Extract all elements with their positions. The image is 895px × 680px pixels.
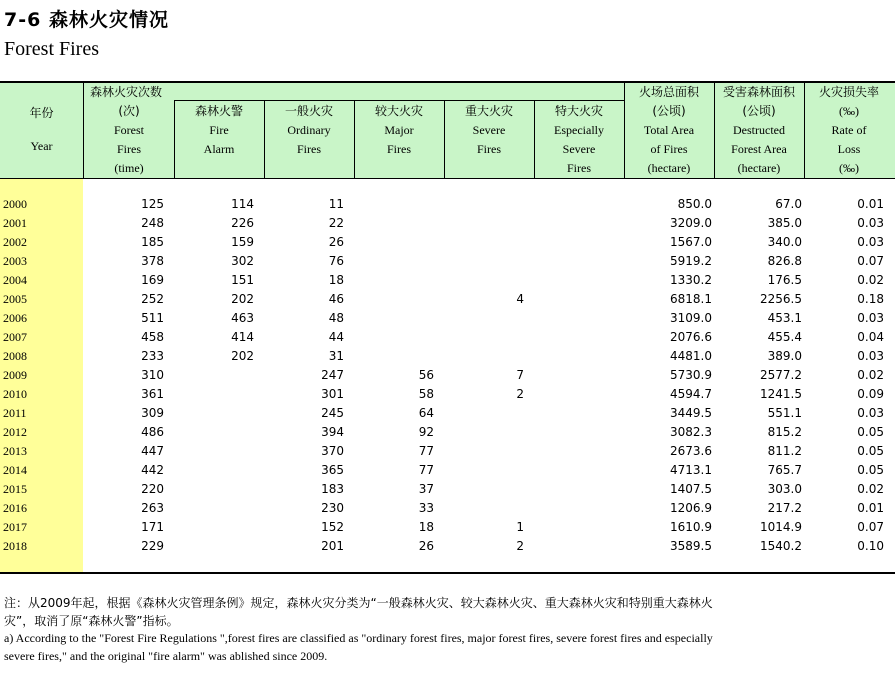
- cell-year: 2017: [3, 520, 27, 534]
- header-bottom-rule: [0, 178, 895, 179]
- cell-destructed-area: 67.0: [775, 197, 802, 211]
- cell-fire-alarm: 151: [231, 273, 254, 287]
- cell-total-area: 4713.1: [670, 463, 712, 477]
- cell-destructed-area: 340.0: [767, 235, 802, 249]
- cell-year: 2008: [3, 349, 27, 363]
- cell-total-area: 1567.0: [670, 235, 712, 249]
- cell-ordinary: 26: [328, 235, 344, 249]
- cell-major: 77: [418, 463, 434, 477]
- cell-total-area: 1610.9: [670, 520, 712, 534]
- header-group-fires: 森林火灾次数: [90, 85, 163, 99]
- cell-fires: 263: [141, 501, 164, 515]
- cell-fires: 248: [141, 216, 164, 230]
- cell-loss-rate: 0.03: [857, 349, 884, 363]
- cell-year: 2001: [3, 216, 27, 230]
- cell-fires: 309: [141, 406, 164, 420]
- cell-ordinary: 365: [321, 463, 344, 477]
- header-destructed-area: 受害森林面积 (公顷) Destructed Forest Area (hectare): [722, 85, 795, 175]
- cell-destructed-area: 455.4: [767, 330, 802, 344]
- cell-destructed-area: 1540.2: [760, 539, 802, 553]
- cell-year: 2015: [3, 482, 27, 496]
- cell-destructed-area: 826.8: [767, 254, 802, 268]
- cell-destructed-area: 389.0: [767, 349, 802, 363]
- cell-major: 92: [418, 425, 434, 439]
- cell-year: 2002: [3, 235, 27, 249]
- table-row: [0, 328, 895, 347]
- cell-loss-rate: 0.02: [857, 368, 884, 382]
- cell-loss-rate: 0.05: [857, 444, 884, 458]
- cell-total-area: 4481.0: [670, 349, 712, 363]
- table-row: [0, 423, 895, 442]
- table-row: [0, 233, 895, 252]
- cell-total-area: 3589.5: [670, 539, 712, 553]
- cell-total-area: 1206.9: [670, 501, 712, 515]
- cell-year: 2010: [3, 387, 27, 401]
- table-bottom-rule: [0, 572, 895, 574]
- cell-loss-rate: 0.05: [857, 425, 884, 439]
- cell-year: 2006: [3, 311, 27, 325]
- table-row: [0, 347, 895, 366]
- cell-destructed-area: 551.1: [767, 406, 802, 420]
- cell-fires: 378: [141, 254, 164, 268]
- cell-fires: 252: [141, 292, 164, 306]
- cell-ordinary: 18: [328, 273, 344, 287]
- cell-fires: 220: [141, 482, 164, 496]
- cell-year: 2009: [3, 368, 27, 382]
- cell-loss-rate: 0.02: [857, 273, 884, 287]
- cell-year: 2005: [3, 292, 27, 306]
- cell-year: 2012: [3, 425, 27, 439]
- cell-loss-rate: 0.03: [857, 406, 884, 420]
- cell-ordinary: 183: [321, 482, 344, 496]
- cell-destructed-area: 176.5: [767, 273, 802, 287]
- header-year: 年份 Year: [29, 106, 54, 153]
- cell-fires: 310: [141, 368, 164, 382]
- cell-fires: 171: [141, 520, 164, 534]
- table-row: [0, 442, 895, 461]
- note-en-line2: severe fires," and the original "fire alarm" was ablished since 2009.: [4, 649, 328, 663]
- cell-destructed-area: 811.2: [767, 444, 802, 458]
- table-row: [0, 290, 895, 309]
- header-major-fires: 较大火灾 Major Fires: [374, 104, 423, 156]
- cell-destructed-area: 815.2: [767, 425, 802, 439]
- cell-fires: 185: [141, 235, 164, 249]
- note-cn-line1: 注：从2009年起，根据《森林火灾管理条例》规定，森林火灾分类为“一般森林火灾、较大森林火灾、重大森林火灾和特别重大森林火: [4, 596, 713, 610]
- header-ordinary-fires: 一般火灾 Ordinary Fires: [284, 104, 333, 156]
- table-row: [0, 309, 895, 328]
- cell-loss-rate: 0.05: [857, 463, 884, 477]
- group-underline: [174, 100, 624, 101]
- cell-year: 2014: [3, 463, 27, 477]
- cell-loss-rate: 0.02: [857, 482, 884, 496]
- cell-year: 2013: [3, 444, 27, 458]
- cell-major: 26: [418, 539, 434, 553]
- page-title-cn: 7-6 森林火灾情况: [4, 9, 169, 31]
- cell-fires: 458: [141, 330, 164, 344]
- cell-loss-rate: 0.03: [857, 311, 884, 325]
- cell-destructed-area: 453.1: [767, 311, 802, 325]
- cell-total-area: 3209.0: [670, 216, 712, 230]
- cell-fire-alarm: 463: [231, 311, 254, 325]
- cell-fires: 486: [141, 425, 164, 439]
- cell-fires: 442: [141, 463, 164, 477]
- table-row: [0, 271, 895, 290]
- cell-total-area: 5919.2: [670, 254, 712, 268]
- cell-fires: 169: [141, 273, 164, 287]
- cell-destructed-area: 303.0: [767, 482, 802, 496]
- cell-year: 2004: [3, 273, 27, 287]
- cell-severe: 4: [516, 292, 524, 306]
- cell-total-area: 2673.6: [670, 444, 712, 458]
- cell-fire-alarm: 302: [231, 254, 254, 268]
- cell-fires: 511: [141, 311, 164, 325]
- cell-year: 2011: [3, 406, 27, 420]
- table-row: [0, 518, 895, 537]
- header-especially-severe-fires: 特大火灾 Especially Severe Fires: [554, 104, 604, 175]
- cell-loss-rate: 0.10: [857, 539, 884, 553]
- header-fire-alarm: 森林火警 Fire Alarm: [194, 104, 243, 156]
- cell-fire-alarm: 202: [231, 349, 254, 363]
- cell-loss-rate: 0.07: [857, 520, 884, 534]
- table-row: [0, 252, 895, 271]
- cell-severe: 1: [516, 520, 524, 534]
- cell-destructed-area: 2577.2: [760, 368, 802, 382]
- cell-fires: 447: [141, 444, 164, 458]
- cell-fire-alarm: 159: [231, 235, 254, 249]
- table-row: [0, 480, 895, 499]
- cell-destructed-area: 765.7: [767, 463, 802, 477]
- cell-ordinary: 11: [328, 197, 344, 211]
- cell-total-area: 1330.2: [670, 273, 712, 287]
- cell-destructed-area: 1241.5: [760, 387, 802, 401]
- cell-ordinary: 22: [328, 216, 344, 230]
- table-row: [0, 461, 895, 480]
- cell-fires: 229: [141, 539, 164, 553]
- cell-fire-alarm: 202: [231, 292, 254, 306]
- cell-destructed-area: 385.0: [767, 216, 802, 230]
- cell-fire-alarm: 414: [231, 330, 254, 344]
- cell-loss-rate: 0.01: [857, 501, 884, 515]
- cell-ordinary: 370: [321, 444, 344, 458]
- cell-ordinary: 76: [328, 254, 344, 268]
- cell-year: 2018: [3, 539, 27, 553]
- cell-total-area: 3449.5: [670, 406, 712, 420]
- cell-loss-rate: 0.03: [857, 235, 884, 249]
- cell-ordinary: 48: [328, 311, 344, 325]
- cell-total-area: 3082.3: [670, 425, 712, 439]
- cell-total-area: 1407.5: [670, 482, 712, 496]
- table-row: [0, 385, 895, 404]
- cell-total-area: 850.0: [677, 197, 712, 211]
- cell-major: 56: [418, 368, 434, 382]
- cell-major: 58: [418, 387, 434, 401]
- cell-fire-alarm: 226: [231, 216, 254, 230]
- cell-loss-rate: 0.18: [857, 292, 884, 306]
- cell-year: 2003: [3, 254, 27, 268]
- cell-major: 37: [418, 482, 434, 496]
- cell-destructed-area: 217.2: [767, 501, 802, 515]
- table-row: [0, 499, 895, 518]
- cell-ordinary: 201: [321, 539, 344, 553]
- cell-fires: 233: [141, 349, 164, 363]
- cell-loss-rate: 0.01: [857, 197, 884, 211]
- cell-total-area: 6818.1: [670, 292, 712, 306]
- cell-ordinary: 247: [321, 368, 344, 382]
- cell-loss-rate: 0.03: [857, 216, 884, 230]
- table-row: [0, 404, 895, 423]
- cell-fires: 361: [141, 387, 164, 401]
- cell-severe: 7: [516, 368, 524, 382]
- table-row: [0, 195, 895, 214]
- cell-ordinary: 31: [328, 349, 344, 363]
- cell-ordinary: 301: [321, 387, 344, 401]
- cell-total-area: 2076.6: [670, 330, 712, 344]
- header-forest-fires: (次) Forest Fires (time): [114, 104, 144, 175]
- note-cn-line2: 灾”，取消了原“森林火警”指标。: [4, 614, 179, 628]
- cell-total-area: 3109.0: [670, 311, 712, 325]
- cell-year: 2000: [3, 197, 27, 211]
- cell-ordinary: 46: [328, 292, 344, 306]
- cell-loss-rate: 0.07: [857, 254, 884, 268]
- cell-major: 18: [418, 520, 434, 534]
- page-title-en: Forest Fires: [4, 38, 99, 60]
- cell-ordinary: 245: [321, 406, 344, 420]
- cell-year: 2007: [3, 330, 27, 344]
- cell-ordinary: 44: [328, 330, 344, 344]
- cell-destructed-area: 2256.5: [760, 292, 802, 306]
- cell-fire-alarm: 114: [231, 197, 254, 211]
- header-loss-rate: 火灾损失率 (‰) Rate of Loss (‰): [818, 85, 879, 175]
- table-row: [0, 537, 895, 556]
- cell-destructed-area: 1014.9: [760, 520, 802, 534]
- table-row: [0, 366, 895, 385]
- cell-severe: 2: [516, 387, 524, 401]
- note-en-line1: a) According to the "Forest Fire Regulations ",forest fires are classified as "ordinary forest fires, major forest fires, severe forest fires and especially: [4, 631, 713, 645]
- cell-loss-rate: 0.04: [857, 330, 884, 344]
- cell-major: 33: [418, 501, 434, 515]
- cell-severe: 2: [516, 539, 524, 553]
- cell-loss-rate: 0.09: [857, 387, 884, 401]
- cell-fires: 125: [141, 197, 164, 211]
- header-total-area: 火场总面积 (公顷) Total Area of Fires (hectare): [638, 85, 699, 175]
- cell-ordinary: 230: [321, 501, 344, 515]
- cell-ordinary: 394: [321, 425, 344, 439]
- table-row: [0, 214, 895, 233]
- cell-ordinary: 152: [321, 520, 344, 534]
- cell-total-area: 5730.9: [670, 368, 712, 382]
- cell-major: 64: [418, 406, 434, 420]
- cell-major: 77: [418, 444, 434, 458]
- cell-total-area: 4594.7: [670, 387, 712, 401]
- header-severe-fires: 重大火灾 Severe Fires: [464, 104, 513, 156]
- cell-year: 2016: [3, 501, 27, 515]
